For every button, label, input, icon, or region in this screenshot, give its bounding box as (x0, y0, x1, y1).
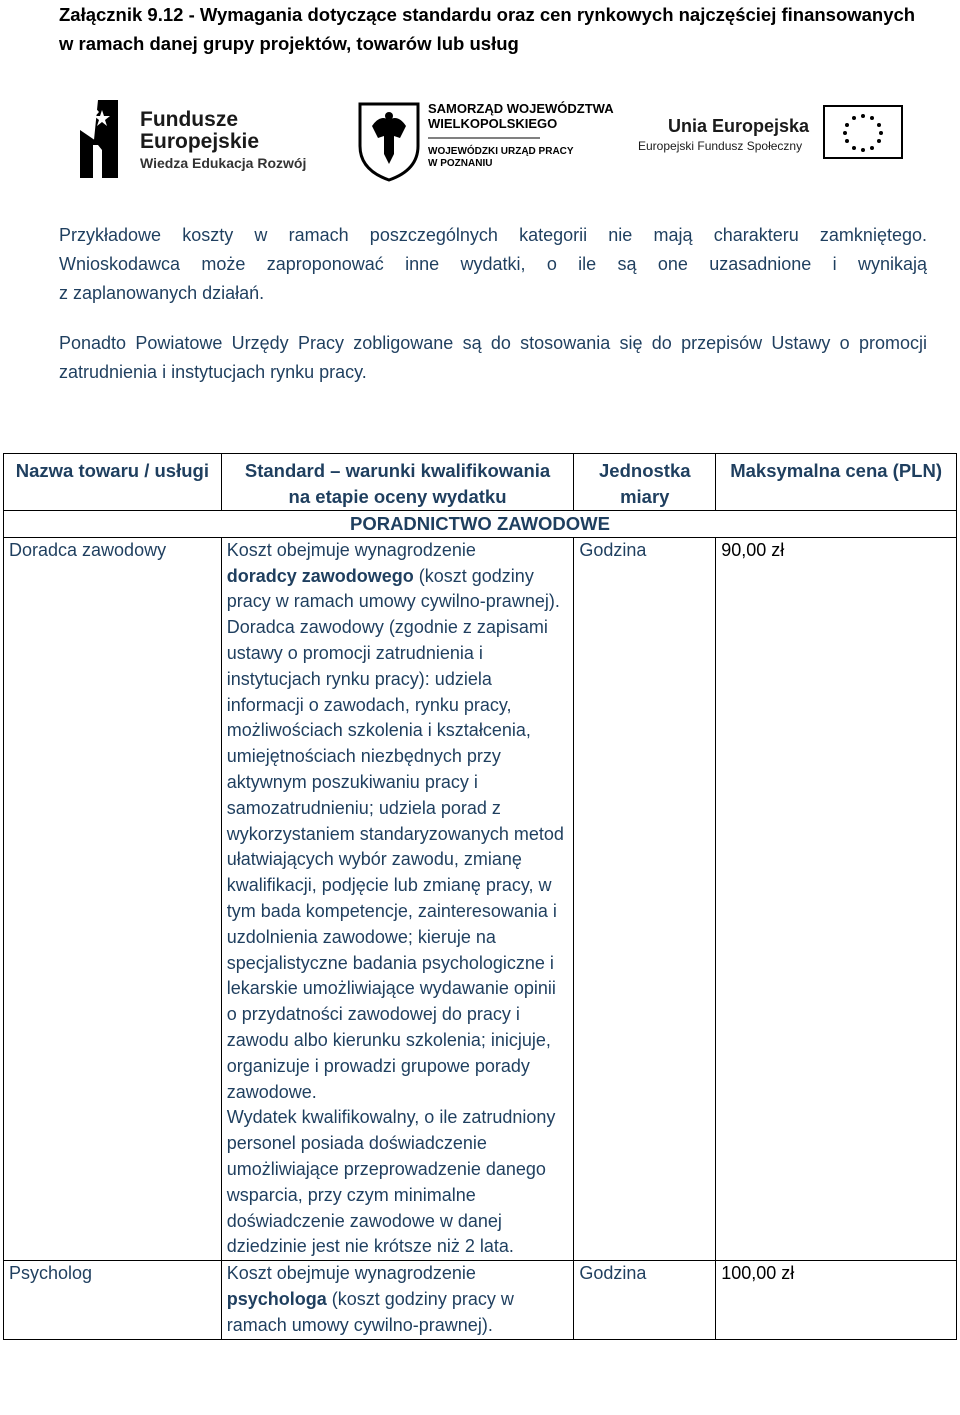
unia-europejska-logo (638, 106, 902, 158)
std-d: Wydatek kwalifikowalny, o ile zatrudniony personel posiada doświadczenie umożliwiające przeprowadzenie danego wsparcia, przy czym minimalne doświadczenie zawodowe w danej dziedzinie jest nie krótsze niż 2 lata. (226, 1107, 556, 1257)
std-b: (koszt godziny pracy w ramach umowy cywilno-prawnej). (226, 1288, 514, 1335)
row-standard (221, 1261, 574, 1339)
table-row (4, 1261, 957, 1339)
sam-line4: W POZNANIU (428, 158, 493, 169)
col-header-standard (221, 454, 574, 511)
title-line-2: w ramach danej grupy projektów, towarów lub usług (59, 33, 519, 54)
ue-line1: Unia Europejska (668, 116, 810, 136)
row-name: Psycholog (4, 1261, 222, 1339)
row-price: 100,00 zł (716, 1261, 957, 1339)
ue-line2: Europejski Fundusz Społeczny (638, 139, 803, 153)
row-standard (221, 537, 574, 1260)
sam-line2: WIELKOPOLSKIEGO (428, 116, 558, 131)
fe-line3: Wiedza Edukacja Rozwój (140, 155, 307, 171)
section-row (4, 511, 957, 538)
p2-line1: Ponadto Powiatowe Urzędy Pracy zobligowane są do stosowania się do przepisów Ustawy o promocji (59, 333, 927, 353)
std-a: Koszt obejmuje wynagrodzenie (226, 539, 476, 560)
header-price-text: Maksymalna cena (PLN) (730, 460, 943, 481)
p1-line2: Wnioskodawca może zaproponować inne wydatki, o ile są one uzasadnione i wynikają (59, 254, 927, 274)
document-title (59, 0, 939, 58)
header-standard-line2: na etapie oceny wydatku (288, 486, 507, 507)
title-line-1: Załącznik 9.12 - Wymagania dotyczące standardu oraz cen rynkowych najczęściej finansowanych (59, 4, 916, 25)
logos-graphic (0, 90, 960, 190)
samorzad-logo (360, 101, 614, 180)
header-unit-line2: miary (620, 486, 670, 507)
row-name: Doradca zawodowy (4, 537, 222, 1260)
std-bold: doradcy zawodowego (226, 565, 414, 586)
standards-table (3, 453, 957, 1340)
p1-line3: z zaplanowanych działań. (59, 283, 265, 303)
std-a: Koszt obejmuje wynagrodzenie (226, 1263, 476, 1284)
fe-line1: Fundusze (140, 108, 238, 131)
table-header-row (4, 454, 957, 511)
col-header-price (716, 454, 957, 511)
std-bold: psychologa (226, 1288, 327, 1309)
row-unit: Godzina (574, 1261, 716, 1339)
logos-bar (0, 90, 960, 190)
col-header-name (4, 454, 222, 511)
fe-line2: Europejskie (140, 130, 260, 153)
row-unit: Godzina (574, 537, 716, 1260)
sam-line3: WOJEWÓDZKI URZĄD PRACY (428, 146, 574, 157)
fundusze-europejskie-logo (80, 100, 306, 178)
intro-paragraph-1 (59, 221, 927, 308)
table-row (4, 537, 957, 1260)
header-name-text: Nazwa towaru / usługi (15, 460, 209, 481)
std-c: Doradca zawodowy (zgodnie z zapisami ustawy o promocji zatrudnienia i instytucjach rynku pracy): udziela informacji o zawodach, rynku pracy, możliwościach szkolenia i kształcenia, umiejętnościach niezbędnych przy aktywnym poszukiwaniu pracy i samozatrudnieniu; udziela porad z wykorzystaniem standaryzowanych metod ułatwiających wybór zawodu, zmianę kwalifikacji, podjęcie lub zmianę pracy, w tym bada kompetencje, zainteresowania i uzdolnienia zawodowe; kieruje na specjalistyczne badania psychologiczne i lekarskie umożliwiające wydawanie opinii o przydatności zawodowej do pracy i zawodu albo kierunku szkolenia; inicjuje, organizuje i prowadzi grupowe porady zawodowe. (226, 617, 564, 1102)
header-unit-line1: Jednostka (599, 460, 691, 481)
col-header-unit (574, 454, 716, 511)
p2-line2: zatrudnienia i instytucjach rynku pracy. (59, 362, 367, 382)
intro-paragraph-2 (59, 329, 927, 387)
row-price: 90,00 zł (716, 537, 957, 1260)
std-b: (koszt godziny pracy w ramach umowy cywilno-prawnej). (226, 565, 560, 612)
sam-line1: SAMORZĄD WOJEWÓDZTWA (428, 101, 614, 116)
p1-line1: Przykładowe koszty w ramach poszczególnych kategorii nie mają charakteru zamkniętego. (59, 225, 927, 245)
section-title: PORADNICTWO ZAWODOWE (4, 511, 957, 538)
header-standard-line1: Standard – warunki kwalifikowania (244, 460, 551, 481)
